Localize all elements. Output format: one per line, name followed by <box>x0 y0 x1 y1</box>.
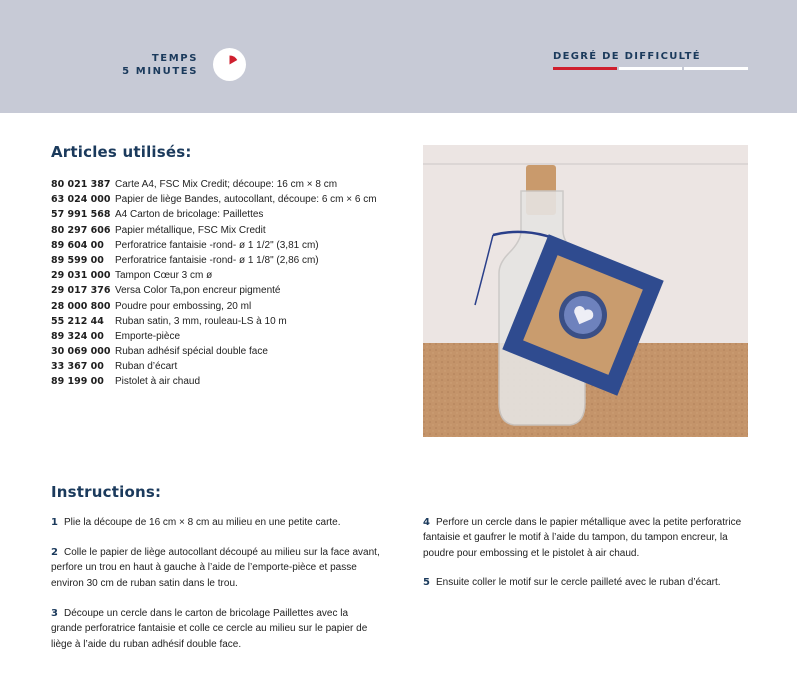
instructions-title: Instructions: <box>51 483 162 501</box>
article-row <box>51 299 377 314</box>
article-code: 89 604 00 <box>51 239 104 251</box>
articles-title: Articles utilisés: <box>51 143 192 161</box>
article-code: 89 324 00 <box>51 330 104 342</box>
article-row <box>51 344 377 359</box>
article-code: 29 017 376 <box>51 285 111 297</box>
article-row <box>51 283 377 298</box>
article-code: 30 069 000 <box>51 346 111 358</box>
article-code: 29 031 000 <box>51 270 111 282</box>
difficulty-bar <box>684 67 748 70</box>
article-code: 80 021 387 <box>51 179 111 190</box>
article-code: 80 297 606 <box>51 224 111 236</box>
article-row <box>51 253 377 268</box>
article-description: Perforatrice fantaisie -rond- ø 1 1/2" (3,81 cm) <box>115 239 319 251</box>
instruction-step: 4 Perfore un cercle dans le papier métallique avec la petite perforatrice fantaisie et gaufrer le motif à l’aide du tampon, du tampon encreur, la poudre pour embossing et le pistolet à air chaud. <box>423 517 742 559</box>
article-description: Poudre pour embossing, 20 ml <box>115 300 252 312</box>
article-code: 57 991 568 <box>51 209 111 221</box>
difficulty-bars <box>553 67 748 70</box>
article-description: Ruban adhésif spécial double face <box>115 346 268 358</box>
articles-list <box>51 177 377 390</box>
article-description: Perforatrice fantaisie -rond- ø 1 1/8" (2,86 cm) <box>115 254 319 266</box>
article-code: 63 024 000 <box>51 194 111 206</box>
article-description: Pistolet à air chaud <box>115 376 201 388</box>
product-photo <box>423 145 748 437</box>
instruction-step: 1 Plie la découpe de 16 cm × 8 cm au milieu en une petite carte. <box>51 517 341 528</box>
instruction-step: 2 Colle le papier de liège autocollant découpé au milieu sur la face avant, perfore un trou en haut à gauche à l’aide de l’emporte-pièce et passe environ 30 cm de ruban satin dans le trou. <box>51 547 380 589</box>
article-row <box>51 238 377 253</box>
article-description: A4 Carton de bricolage: Paillettes <box>115 209 264 221</box>
difficulty-bar <box>619 67 683 70</box>
article-code: 89 599 00 <box>51 254 104 266</box>
instruction-step: 5 Ensuite coller le motif sur le cercle pailleté avec le ruban d’écart. <box>423 577 721 588</box>
article-description: Ruban satin, 3 mm, rouleau-LS à 10 m <box>115 315 287 327</box>
article-row <box>51 359 377 374</box>
article-row <box>51 329 377 344</box>
article-description: Emporte-pièce <box>115 330 181 342</box>
article-row <box>51 177 377 192</box>
difficulty-indicator <box>553 51 748 70</box>
time-block <box>122 52 198 78</box>
article-description: Carte A4, FSC Mix Credit; découpe: 16 cm × 8 cm <box>115 179 338 190</box>
time-value: 5 MINUTES <box>122 66 198 77</box>
article-description: Papier métallique, FSC Mix Credit <box>115 224 266 236</box>
instruction-step: 3 Découpe un cercle dans le carton de bricolage Paillettes avec la grande perforatrice fantaisie et colle ce cercle au milieu sur le papier de liège à l’aide du ruban adhésif double face. <box>51 608 368 650</box>
difficulty-label: DEGRÉ DE DIFFICULTÉ <box>553 51 701 62</box>
article-code: 55 212 44 <box>51 315 104 327</box>
article-row <box>51 207 377 222</box>
article-code: 33 367 00 <box>51 361 104 373</box>
article-row <box>51 374 377 389</box>
article-description: Versa Color Ta,pon encreur pigmenté <box>115 285 281 297</box>
article-description: Tampon Cœur 3 cm ø <box>115 270 213 282</box>
article-code: 28 000 800 <box>51 300 111 312</box>
wall-line <box>423 163 748 165</box>
article-row <box>51 223 377 238</box>
bottle-tag-illustration <box>423 145 748 437</box>
article-code: 89 199 00 <box>51 376 104 388</box>
difficulty-bar <box>553 67 617 70</box>
article-row <box>51 192 377 207</box>
article-description: Ruban d’écart <box>115 361 178 373</box>
article-row <box>51 314 377 329</box>
article-description: Papier de liège Bandes, autocollant, découpe: 6 cm × 6 cm <box>115 194 377 206</box>
timer-icon <box>213 48 246 81</box>
article-row <box>51 268 377 283</box>
time-label: TEMPS <box>151 53 198 64</box>
